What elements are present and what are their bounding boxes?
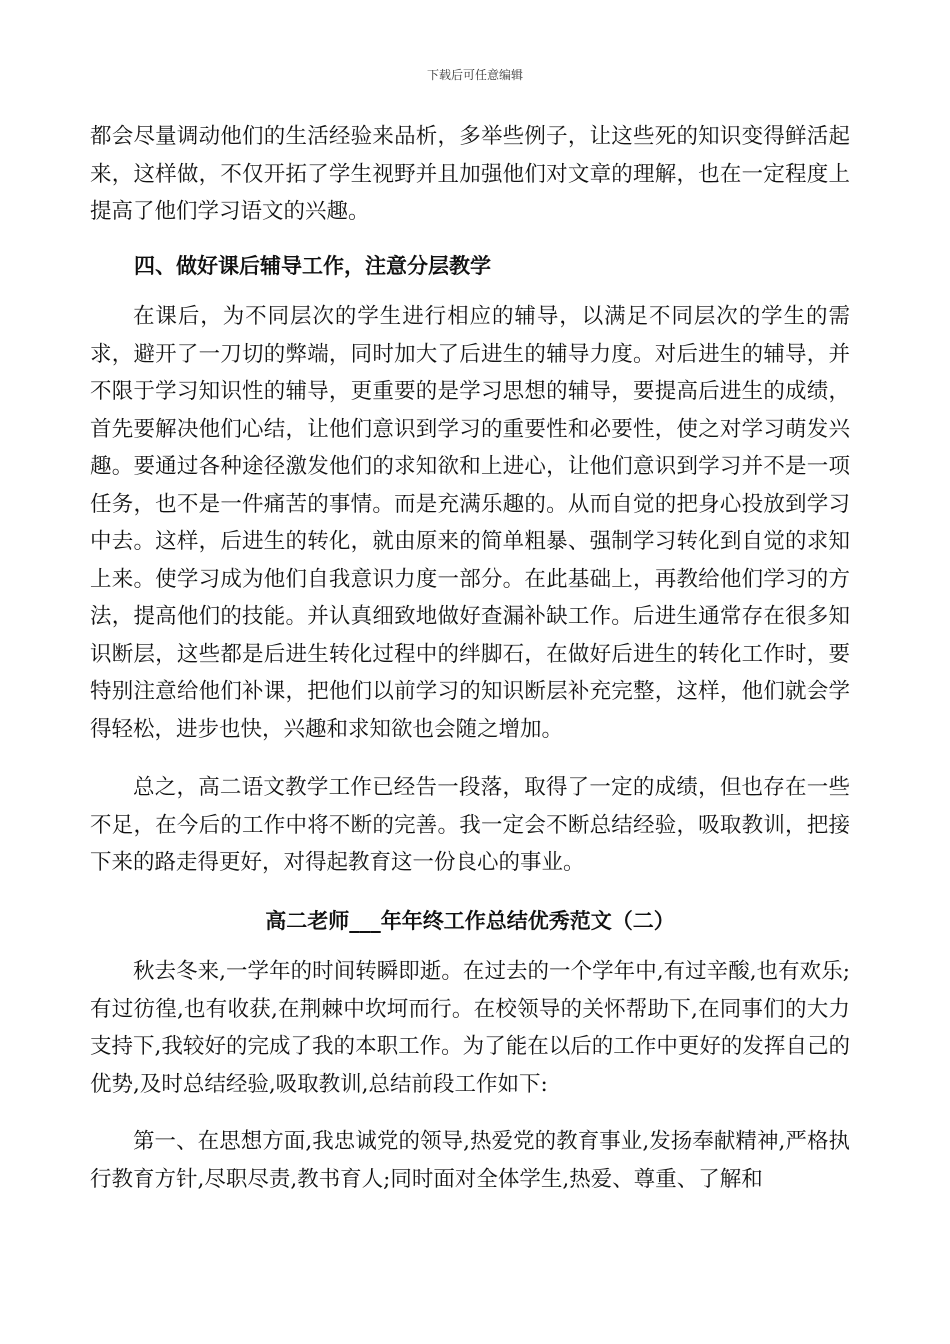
section-heading: 四、做好课后辅导工作，注意分层教学 bbox=[134, 252, 491, 278]
article-title: 高二老师___年年终工作总结优秀范文（二） bbox=[265, 907, 675, 933]
paragraph-conclusion: 总之，高二语文教学工作已经告一段落，取得了一定的成绩，但也存在一些不足，在今后的工作中将不断的完善。我一定会不断总结经验，吸取教训，把接下来的路走得更好，对得起教育这一份良心的事业。 bbox=[90, 775, 850, 875]
paragraph-tutoring: 在课后，为不同层次的学生进行相应的辅导，以满足不同层次的学生的需求，避开了一刀切的弊端，同时加大了后进生的辅导力度。对后进生的辅导，并不限于学习知识性的辅导，更重要的是学习思想的辅导，要提高后进生的成绩，首先要解决他们心结，让他们意识到学习的重要性和必要性，使之对学习萌发兴趣。要通过各种途径激发他们的求知欲和上进心，让他们意识到学习并不是一项任务，也不是一件痛苦的事情。而是充满乐趣的。从而自觉的把身心投放到学习中去。这样，后进生的转化，就由原来的简单粗暴、强制学习转化到自觉的求知上来。使学习成为他们自我意识力度一部分。在此基础上，再教给他们学习的方法，提高他们的技能。并认真细致地做好查漏补缺工作。后进生通常存在很多知识断层，这些都是后进生转化过程中的绊脚石，在做好后进生的转化工作时，要特别注意给他们补课，把他们以前学习的知识断层补充完整，这样，他们就会学得轻松，进步也快，兴趣和求知欲也会随之增加。 bbox=[90, 304, 850, 742]
paragraph-intro: 秋去冬来,一学年的时间转瞬即逝。在过去的一个学年中,有过辛酸,也有欢乐;有过彷徨,也有收获,在荆棘中坎坷而行。在校领导的关怀帮助下,在同事们的大力支持下,我较好的完成了我的本职工作。为了能在以后的工作中更好的发挥自己的优势,及时总结经验,吸取教训,总结前段工作如下: bbox=[90, 959, 850, 1097]
paragraph-first-point: 第一、在思想方面,我忠诚党的领导,热爱党的教育事业,发扬奉献精神,严格执行教育方针,尽职尽责,教书育人;同时面对全体学生,热爱、尊重、了解和 bbox=[90, 1129, 850, 1192]
document-body bbox=[90, 118, 850, 1198]
header-note: 下载后可任意编辑 bbox=[426, 68, 523, 82]
paragraph-continuation: 都会尽量调动他们的生活经验来品析，多举些例子，让这些死的知识变得鲜活起来，这样做，不仅开拓了学生视野并且加强他们对文章的理解，也在一定程度上提高了他们学习语文的兴趣。 bbox=[90, 124, 850, 224]
